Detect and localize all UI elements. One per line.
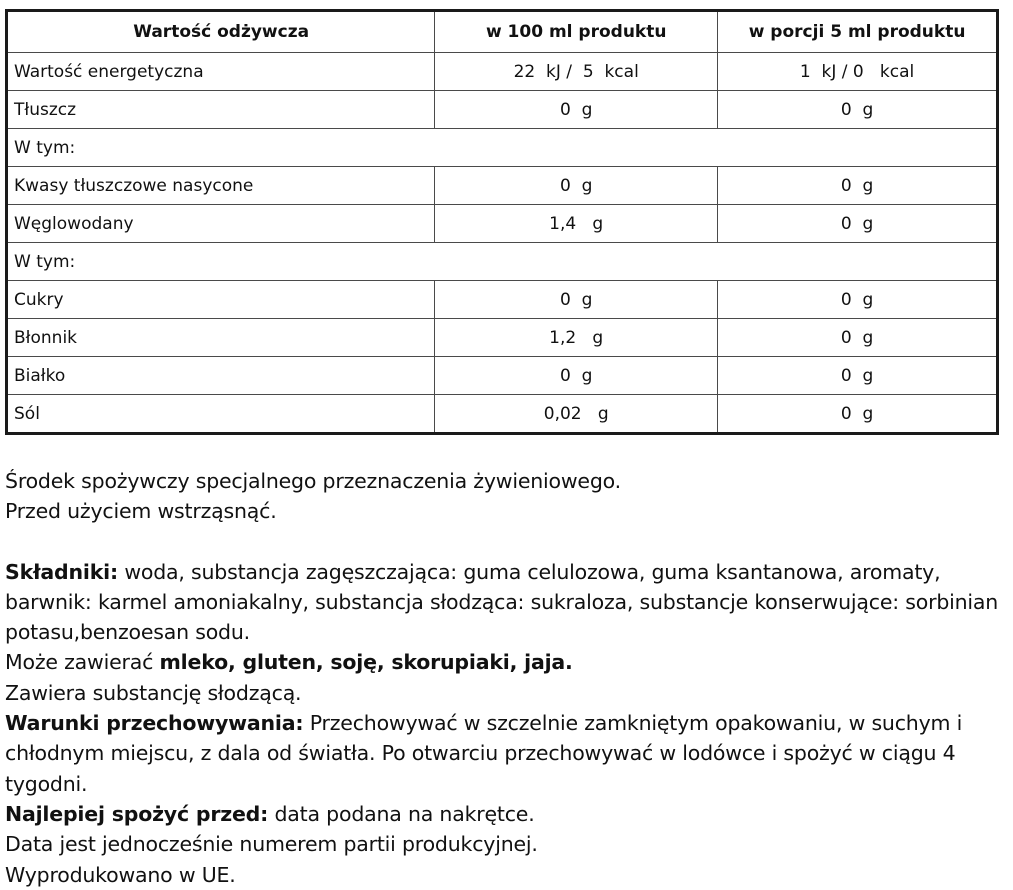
table-row [7, 91, 998, 129]
allergens-list: mleko, gluten, soję, skorupiaki, jaja. [159, 650, 573, 675]
storage-label: Warunki przechowywania: [5, 711, 304, 736]
row-label: Tłuszcz [7, 91, 435, 129]
shake-instruction: Przed użyciem wstrząsnąć. [5, 499, 277, 524]
header-per-portion: w porcji 5 ml produktu [718, 11, 998, 53]
row-label: W tym: [7, 129, 998, 167]
row-value-per-100ml: 1,2 g [435, 319, 718, 357]
nutrition-table [5, 9, 999, 435]
row-label: Sól [7, 395, 435, 434]
table-row [7, 319, 998, 357]
ingredients-label: Składniki: [5, 559, 118, 584]
row-label: Węglowodany [7, 205, 435, 243]
header-nutrition-value: Wartość odżywcza [7, 11, 435, 53]
origin-note: Wyprodukowano w UE. [5, 862, 236, 887]
row-value-per-portion: 0 g [718, 357, 998, 395]
table-row [7, 357, 998, 395]
row-value-per-portion: 1 kJ / 0 kcal [718, 53, 998, 91]
row-value-per-100ml: 22 kJ / 5 kcal [435, 53, 718, 91]
table-row [7, 395, 998, 434]
row-label: Błonnik [7, 319, 435, 357]
best-before-text: data podana na nakrętce. [268, 801, 535, 826]
row-value-per-portion: 0 g [718, 91, 998, 129]
table-row [7, 167, 998, 205]
row-label: Cukry [7, 281, 435, 319]
header-per-100ml: w 100 ml produktu [435, 11, 718, 53]
label-text-block [5, 466, 1005, 890]
row-value-per-100ml: 0 g [435, 281, 718, 319]
table-row [7, 281, 998, 319]
table-row [7, 243, 998, 281]
batch-note: Data jest jednocześnie numerem partii produkcyjnej. [5, 832, 538, 857]
row-value-per-100ml: 0,02 g [435, 395, 718, 434]
row-value-per-100ml: 0 g [435, 167, 718, 205]
table-row [7, 53, 998, 91]
row-label: W tym: [7, 243, 998, 281]
row-value-per-portion: 0 g [718, 281, 998, 319]
row-value-per-100ml: 0 g [435, 91, 718, 129]
row-value-per-100ml: 0 g [435, 357, 718, 395]
storage-paragraph [5, 708, 1005, 799]
allergens-paragraph [5, 647, 1005, 677]
row-value-per-portion: 0 g [718, 319, 998, 357]
may-contain-prefix: Może zawierać [5, 650, 160, 675]
table-header-row [7, 11, 998, 53]
best-before-label: Najlepiej spożyć przed: [5, 801, 269, 826]
storage-text: Przechowywać w szczelnie zamkniętym opakowaniu, w suchym i chłodnym miejscu, z dala od światła. Po otwarciu przechowywać w lodówce i spożyć w ciągu 4 tygodni. [5, 711, 963, 796]
ingredients-paragraph [5, 557, 1005, 648]
row-value-per-portion: 0 g [718, 167, 998, 205]
spacer [5, 527, 1005, 557]
row-label: Białko [7, 357, 435, 395]
ingredients-text: woda, substancja zagęszczająca: guma celulozowa, guma ksantanowa, aromaty, barwnik: karmel amoniakalny, substancja słodząca: sukraloza, substancje konserwujące: sorbinian potasu,benzoesan sodu. [5, 559, 999, 645]
row-label: Kwasy tłuszczowe nasycone [7, 167, 435, 205]
row-label: Wartość energetyczna [7, 53, 435, 91]
table-row [7, 205, 998, 243]
sweetener-note: Zawiera substancję słodzącą. [5, 680, 302, 705]
table-row [7, 129, 998, 167]
row-value-per-portion: 0 g [718, 205, 998, 243]
row-value-per-100ml: 1,4 g [435, 205, 718, 243]
row-value-per-portion: 0 g [718, 395, 998, 434]
best-before-paragraph [5, 799, 1005, 829]
product-description: Środek spożywczy specjalnego przeznaczenia żywieniowego. [5, 469, 621, 493]
